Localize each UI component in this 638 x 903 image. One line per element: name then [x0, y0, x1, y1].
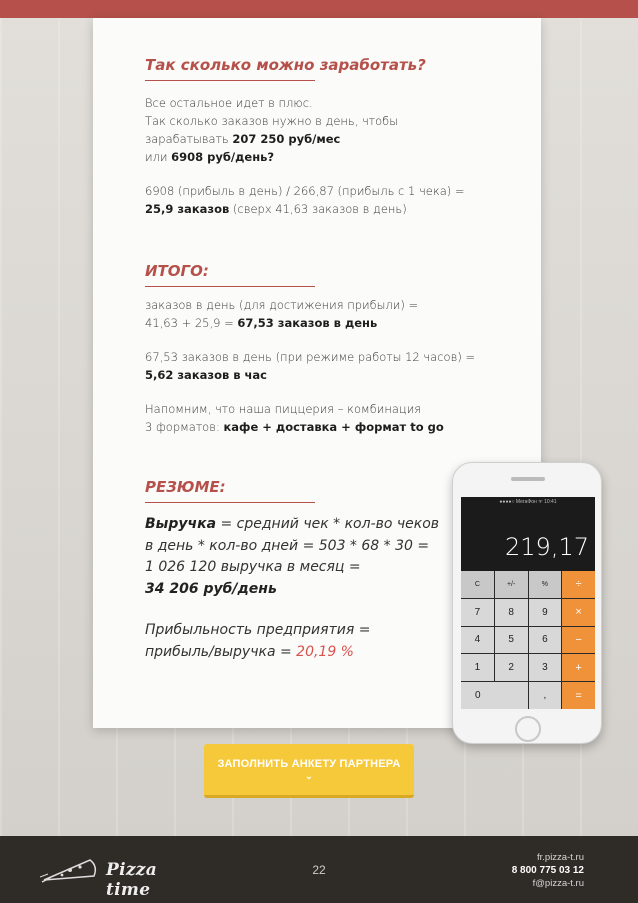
calc-key-9: 9: [529, 599, 562, 626]
text-span: прибыль/выручка =: [145, 643, 297, 660]
calc-key-minus: −: [562, 627, 595, 654]
bold-value: 207 250 руб/мес: [232, 132, 341, 146]
section-rule: [145, 502, 315, 503]
text-line: заказов в день (для достижения прибыли) =: [145, 298, 419, 312]
section-title-total: ИТОГО:: [145, 262, 209, 280]
site-link[interactable]: fr.pizza-t.ru: [537, 852, 584, 863]
calc-key-6: 6: [529, 627, 562, 654]
calculator-screen: [461, 497, 595, 709]
calculator-display: 219,17: [505, 533, 589, 561]
phone-home-button: [515, 716, 541, 742]
calc-key-1: 1: [461, 654, 494, 681]
section-rule: [145, 286, 315, 287]
bold-value: 5,62 заказов в час: [145, 368, 268, 382]
calc-key-5: 5: [495, 627, 528, 654]
email-link[interactable]: f@pizza-t.ru: [532, 878, 584, 889]
summary-text: [145, 514, 439, 663]
text-line: [145, 314, 475, 332]
calc-key-clear: C: [461, 571, 494, 598]
bold-value: Выручка: [145, 516, 217, 532]
profitability-value: 20,19 %: [296, 643, 354, 660]
calc-key-4: 4: [461, 627, 494, 654]
top-accent-bar: [0, 0, 638, 18]
total-text: [145, 296, 475, 436]
footer: [0, 836, 638, 903]
text-span: 3 форматов:: [145, 420, 224, 434]
text-line: [145, 418, 475, 436]
bold-value: 67,53 заказов в день: [237, 316, 378, 330]
text-span: (сверх 41,63 заказов в день): [229, 202, 407, 216]
text-line: [145, 130, 465, 148]
earnings-text: [145, 94, 465, 218]
text-span: или: [145, 150, 172, 164]
text-span: = средний чек * кол-во чеков: [216, 516, 440, 532]
cta-label: ЗАПОЛНИТЬ АНКЕТУ ПАРТНЕРА: [217, 757, 401, 770]
text-line: Напомним, что наша пиццерия – комбинация: [145, 402, 422, 416]
phone-number[interactable]: 8 800 775 03 12: [511, 865, 584, 876]
text-line: [145, 148, 465, 166]
section-title-earnings: Так сколько можно заработать?: [145, 56, 426, 74]
fill-partner-form-button[interactable]: [204, 744, 414, 798]
contacts: [512, 851, 584, 890]
section-title-summary: РЕЗЮМЕ:: [145, 478, 226, 496]
chevron-down-icon: ⌄: [305, 770, 313, 781]
text-line: [145, 642, 439, 664]
text-line: Так сколько заказов нужно в день, чтобы: [145, 114, 398, 128]
text-line: [145, 579, 439, 601]
text-line: Прибыльность предприятия =: [145, 622, 371, 638]
status-bar: ●●●●○ МегаФон ᯤ 10:41: [499, 499, 557, 505]
bold-value: 34 206 руб/день: [145, 580, 277, 597]
section-rule: [145, 80, 315, 81]
text-span: 41,63 + 25,9 =: [145, 316, 238, 330]
calc-key-7: 7: [461, 599, 494, 626]
bold-value: 6908 руб/день?: [171, 150, 275, 164]
text-line: [145, 514, 439, 536]
page-number: 22: [312, 863, 326, 877]
calc-key-sign: +/-: [495, 571, 528, 598]
bold-value: кафе + доставка + формат to go: [223, 420, 444, 434]
brand-name: Pizza time: [106, 860, 158, 900]
calc-key-plus: +: [562, 654, 595, 681]
calc-key-2: 2: [495, 654, 528, 681]
text-line: 6908 (прибыль в день) / 266,87 (прибыль с 1 чека) =: [145, 184, 465, 198]
calculator-keypad: [461, 571, 595, 709]
phone-speaker: [511, 477, 545, 481]
calc-key-0: 0: [461, 682, 528, 709]
calc-key-8: 8: [495, 599, 528, 626]
text-line: [145, 200, 465, 218]
calc-key-equals: =: [562, 682, 595, 709]
calc-key-divide: ÷: [562, 571, 595, 598]
calc-key-comma: ,: [529, 682, 562, 709]
text-line: [145, 366, 475, 384]
phone-image: [452, 462, 602, 744]
calc-key-percent: %: [529, 571, 562, 598]
calc-key-multiply: ×: [562, 599, 595, 626]
text-line: в день * кол-во дней = 503 * 68 * 30 =: [145, 537, 430, 554]
bold-value: 25,9 заказов: [145, 202, 230, 216]
text-line: 1 026 120 выручка в месяц =: [145, 559, 361, 575]
text-line: 67,53 заказов в день (при режиме работы 12 часов) =: [145, 350, 476, 364]
calc-key-3: 3: [529, 654, 562, 681]
text-line: Все остальное идет в плюс.: [145, 96, 313, 110]
text-span: зарабатывать: [145, 132, 233, 146]
